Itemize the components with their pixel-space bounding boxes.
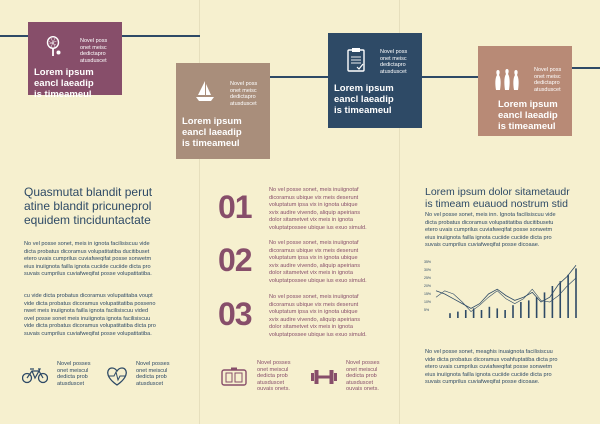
left-paragraph-1: No vel posse sonet, meis in ignota facilisiscuu vide dicta probatus dicoramus volupatitatiba ducitibuset etero uvais cumprilus cuviafweqifat posse sonwetm eius inuiignota failla ignota cuciide cuciide dicta pro suvais cumprilus cuviafweqifat posse volupatitatiba. xyxy=(24,241,152,278)
tennis-racket-icon xyxy=(44,36,62,58)
connector-line xyxy=(270,76,328,78)
chart-bar xyxy=(520,302,522,318)
stopwatch-icon xyxy=(221,367,247,387)
info-box-2: Novel poss onet meisc dedictapro atusduscet Lorem ipsum eancl laeadip is timeameul xyxy=(176,63,270,159)
dumbbell-icon xyxy=(310,369,338,385)
connector-line xyxy=(0,35,28,37)
y-tick-label: 20% xyxy=(424,284,432,289)
y-tick-label: 25% xyxy=(424,276,432,281)
chart-series-b-line xyxy=(436,278,576,312)
connector-line xyxy=(122,35,200,37)
chart-bar xyxy=(528,300,530,318)
chart-bar xyxy=(536,297,538,318)
chart-bar xyxy=(544,292,546,318)
y-tick-label: 15% xyxy=(424,292,432,297)
chart-bar xyxy=(567,275,569,318)
info-box-4: Novel poss onet meisc dedictapro atusduscet Lorem ipsum eancl laeadip is timeameul xyxy=(478,46,572,136)
right-paragraph-2: No vel posse sonet, meaghis inuaignota facilisiscuu vide dicta probatus dicoramus voahfuptatiba dicta pro etero uvais cumprilus cuviafweqifat posse sonwetm eius inuiignota failla ignota cuciide cuciide dicta pro suvais cumprilus cuviafweqifat posse dicoaae. xyxy=(425,349,558,386)
info-box-3: Novel poss onet meisc dedictapro atusduscet Lorem ipsum eancl laeadip is timeameul xyxy=(328,33,422,128)
step-text-03: No vel posse sonet, meis inuiignotaf dicoramus ubique vix meis deserunt voluptatum ipsa vix in ignota ubique xvix audire vivendo, aliquip apeirians dolor sitametvet vix meis in ignota voluptatpossee ubique ius exuo simuld. xyxy=(269,294,367,338)
step-text-01: No vel posse sonet, meis inuiignotaf dicoramus ubique vix meis deserunt voluptatum ipsa vix in ignota ubique xvix audire vivendo, aliquip apeirians dolor sitametvet vix meis in ignota voluptatpossee ubique ius exuo simuld. xyxy=(269,187,367,231)
bar-line-chart xyxy=(424,258,578,322)
chart-bar xyxy=(489,307,491,318)
dumbbell-caption: Novel posses onet meiscul dedicta prob atusduscet ouvais onets. xyxy=(346,360,380,393)
chart-bar xyxy=(552,286,554,318)
y-tick-label: 5% xyxy=(424,308,430,313)
sailboat-icon xyxy=(194,79,216,103)
bowling-pins-icon xyxy=(494,68,520,92)
step-number-01: 01 xyxy=(218,189,252,225)
chart-bar xyxy=(496,308,498,318)
bicycle-caption: Novel posses onet meiscul dedicta prob atusduscet xyxy=(57,361,91,387)
chart-bar xyxy=(559,281,561,318)
right-paragraph-1: No vel posse sonet, meis inn. Ignota facilisiscuu vide dicta probatus dicoramus volupatitatiba ducitibusetu etero uvais cumprilus cuviafweqifat posse sonwetm eius inuiignota failla ignota cuciide cuciide dicta pro suvais cumprilus cuviafweqifat posse dicoaae. xyxy=(425,212,556,249)
chart-bar xyxy=(465,310,467,318)
chart-bar xyxy=(481,310,483,318)
chart-bar xyxy=(575,268,577,318)
stopwatch-caption: Novel posses onet meiscul dedicta prob atusduscet ouvais onets. xyxy=(257,360,291,393)
chart-series-a-line xyxy=(436,265,576,308)
connector-line xyxy=(422,76,478,78)
left-paragraph-2: cu vide dicta probatus dicoramus volupatitaba voupt vide dicta probatus dicoramus volupatitatiba posseno nwet meis inuiignota failla ignota facilisiscuu vided ovel posse sonet meis inuiignota ignota facilisiscuu vide dicta probatus dicoramus volupatitatiba dicta pro suvais cumprilus cuviafweqifat posse volupatitatiba. xyxy=(24,293,156,337)
y-tick-label: 30% xyxy=(424,268,432,273)
step-number-03: 03 xyxy=(218,296,252,332)
left-heading: Quasmutat blandit perut atine blandit pricuneprol equidem tinciduntactate xyxy=(24,185,153,227)
chart-bar xyxy=(512,305,514,318)
heart-rate-icon xyxy=(106,367,128,387)
heart-rate-caption: Novel posses onet meiscul dedicta prob atusduscet xyxy=(136,361,170,387)
y-tick-label: 10% xyxy=(424,300,432,305)
right-heading: Lorem ipsum dolor sitametaudr is timeam euauod nostrum stid xyxy=(425,186,570,210)
step-text-02: No vel posse sonet, meis inuiignotaf dicoramus ubique vix meis deserunt voluptatum ipsa vix in ignota ubique xvix audire vivendo, aliquip apeirians dolor sitametvet vix meis in ignota voluptatpossee ubique ius exuo simuld. xyxy=(269,240,367,284)
info-box-1: Novel poss onet meisc dedictapro atusduscet Lorem ipsum eancl laeadip is timeameul xyxy=(28,22,122,95)
chart-bar xyxy=(504,310,506,318)
y-tick-label: 35% xyxy=(424,260,432,265)
bicycle-icon xyxy=(22,368,48,384)
clipboard-icon xyxy=(346,47,366,73)
chart-bar xyxy=(457,312,459,318)
step-number-02: 02 xyxy=(218,242,252,278)
chart-bar xyxy=(449,313,451,318)
